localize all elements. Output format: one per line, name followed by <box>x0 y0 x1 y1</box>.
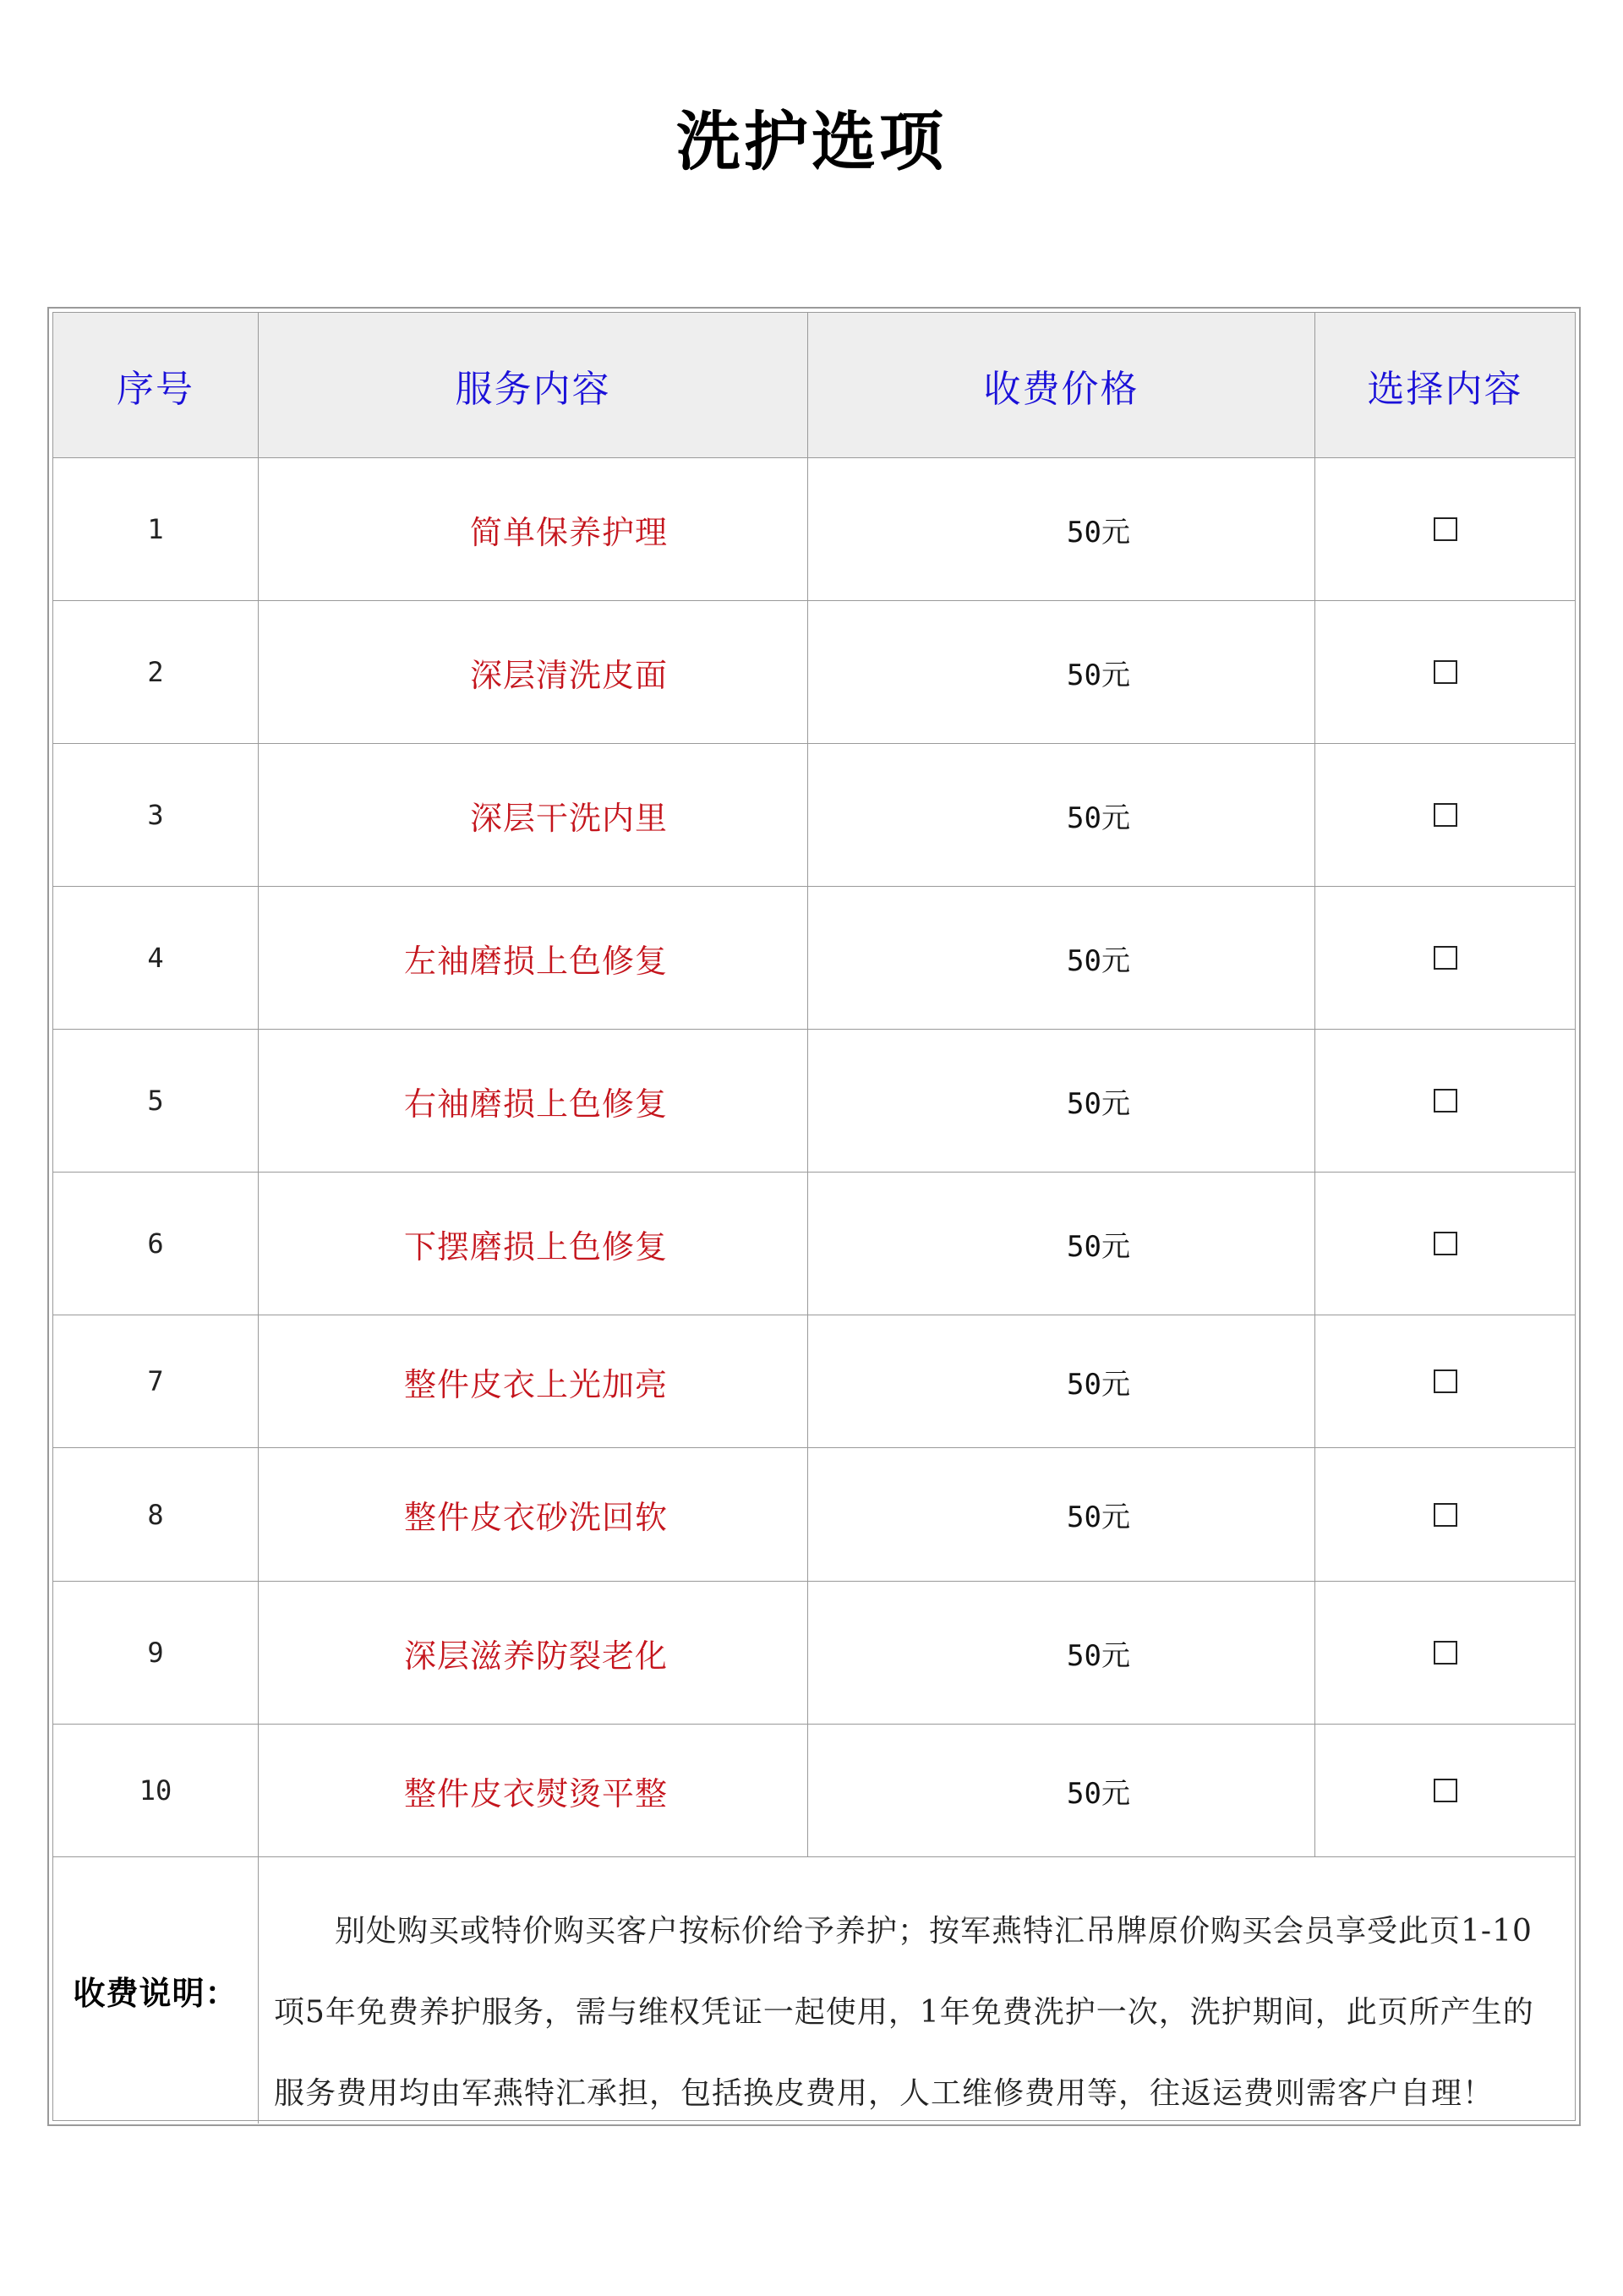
row-number: 8 <box>147 1498 164 1531</box>
row-price: 50元 <box>1067 1501 1130 1534</box>
row-service-cell <box>258 1448 807 1581</box>
table-row <box>53 601 1575 744</box>
row-price: 50元 <box>1067 658 1130 692</box>
row-service: 深层滋养防裂老化 <box>403 1637 668 1675</box>
row-price-cell <box>807 601 1314 743</box>
table-row <box>53 1173 1575 1315</box>
row-service-cell <box>258 1582 807 1724</box>
table-row <box>53 887 1575 1030</box>
row-service: 下摆磨损上色修复 <box>403 1227 668 1266</box>
row-service: 左袖磨损上色修复 <box>403 942 668 980</box>
row-number: 3 <box>147 799 164 831</box>
header-price <box>807 313 1314 457</box>
row-number: 9 <box>147 1637 164 1669</box>
row-price: 50元 <box>1067 801 1130 835</box>
row-price-cell <box>807 1725 1314 1856</box>
row-select-cell <box>1314 1030 1575 1172</box>
table-row <box>53 1030 1575 1173</box>
row-service: 整件皮衣砂洗回软 <box>403 1499 668 1536</box>
row-number-cell <box>53 887 258 1029</box>
row-select-cell <box>1314 887 1575 1029</box>
row-price-cell <box>807 887 1314 1029</box>
fee-note-text-cell <box>258 1857 1575 2124</box>
row-number-cell <box>53 1030 258 1172</box>
table-row <box>53 458 1575 601</box>
row-number: 7 <box>147 1365 164 1397</box>
row-service: 整件皮衣上光加亮 <box>403 1365 668 1403</box>
row-price: 50元 <box>1067 943 1130 978</box>
table-row <box>53 1315 1575 1448</box>
header-price-label: 收费价格 <box>983 367 1139 411</box>
select-checkbox[interactable] <box>1434 1369 1457 1393</box>
table-row <box>53 1448 1575 1582</box>
row-service: 整件皮衣熨烫平整 <box>403 1774 668 1812</box>
row-price: 50元 <box>1067 1776 1130 1811</box>
row-number: 4 <box>147 942 164 974</box>
row-price-cell <box>807 1173 1314 1315</box>
select-checkbox[interactable] <box>1434 660 1457 684</box>
table-row <box>53 1725 1575 1857</box>
fee-note-label: 收费说明： <box>73 1975 238 2012</box>
table-header-row <box>53 313 1575 458</box>
row-number-cell <box>53 1725 258 1856</box>
row-service-cell <box>258 1173 807 1315</box>
select-checkbox[interactable] <box>1434 803 1457 827</box>
fee-note-row <box>53 1857 1575 2124</box>
row-price-cell <box>807 1315 1314 1447</box>
row-price-cell <box>807 744 1314 886</box>
fee-note-text: 别处购买或特价购买客户按标价给予养护；按军燕特汇吊牌原价购买会员享受此页1-10项5年免费养护服务，需与维权凭证一起使用，1年免费洗护一次，洗护期间，此页所产生的服务费用均由军燕特汇承担，包括换皮费用，人工维修费用等，往返运费则需客户自理！ <box>274 1914 1534 2111</box>
row-number-cell <box>53 1582 258 1724</box>
row-price-cell <box>807 1448 1314 1581</box>
select-checkbox[interactable] <box>1434 946 1457 970</box>
select-checkbox[interactable] <box>1434 1503 1457 1527</box>
row-price: 50元 <box>1067 1229 1130 1264</box>
header-select-label: 选择内容 <box>1367 367 1523 411</box>
select-checkbox[interactable] <box>1434 1779 1457 1802</box>
page-title: 洗护选项 <box>676 104 947 179</box>
row-price: 50元 <box>1067 1086 1130 1121</box>
row-number-cell <box>53 601 258 743</box>
row-number: 6 <box>147 1227 164 1260</box>
header-number <box>53 313 258 457</box>
row-price-cell <box>807 1582 1314 1724</box>
row-number: 2 <box>147 656 164 688</box>
row-number: 1 <box>147 513 164 545</box>
row-service: 简单保养护理 <box>469 513 668 551</box>
row-select-cell <box>1314 1173 1575 1315</box>
row-select-cell <box>1314 1448 1575 1581</box>
row-select-cell <box>1314 1315 1575 1447</box>
select-checkbox[interactable] <box>1434 1232 1457 1255</box>
care-options-table <box>47 307 1581 2126</box>
row-service-cell <box>258 1030 807 1172</box>
row-number-cell <box>53 744 258 886</box>
table-body <box>52 312 1576 2121</box>
row-price-cell <box>807 458 1314 600</box>
row-select-cell <box>1314 601 1575 743</box>
row-select-cell <box>1314 744 1575 886</box>
row-number-cell <box>53 458 258 600</box>
table-row <box>53 744 1575 887</box>
row-service-cell <box>258 601 807 743</box>
row-price: 50元 <box>1067 1638 1130 1673</box>
row-price: 50元 <box>1067 1367 1130 1402</box>
row-service-cell <box>258 887 807 1029</box>
row-number: 5 <box>147 1085 164 1117</box>
row-select-cell <box>1314 1582 1575 1724</box>
select-checkbox[interactable] <box>1434 1641 1457 1665</box>
row-service: 右袖磨损上色修复 <box>403 1085 668 1123</box>
row-number-cell <box>53 1315 258 1447</box>
row-service-cell <box>258 744 807 886</box>
header-service <box>258 313 807 457</box>
row-number-cell <box>53 1448 258 1581</box>
header-number-label: 序号 <box>117 367 194 411</box>
select-checkbox[interactable] <box>1434 517 1457 541</box>
select-checkbox[interactable] <box>1434 1089 1457 1112</box>
row-number: 10 <box>139 1774 172 1807</box>
row-select-cell <box>1314 1725 1575 1856</box>
row-price-cell <box>807 1030 1314 1172</box>
row-price: 50元 <box>1067 515 1130 549</box>
row-number-cell <box>53 1173 258 1315</box>
row-service-cell <box>258 1315 807 1447</box>
row-service-cell <box>258 458 807 600</box>
row-service: 深层清洗皮面 <box>469 656 668 694</box>
row-service-cell <box>258 1725 807 1856</box>
table-row <box>53 1582 1575 1725</box>
row-select-cell <box>1314 458 1575 600</box>
row-service: 深层干洗内里 <box>469 799 668 837</box>
fee-note-label-cell <box>53 1857 258 2124</box>
header-service-label: 服务内容 <box>455 367 611 411</box>
header-select <box>1314 313 1575 457</box>
